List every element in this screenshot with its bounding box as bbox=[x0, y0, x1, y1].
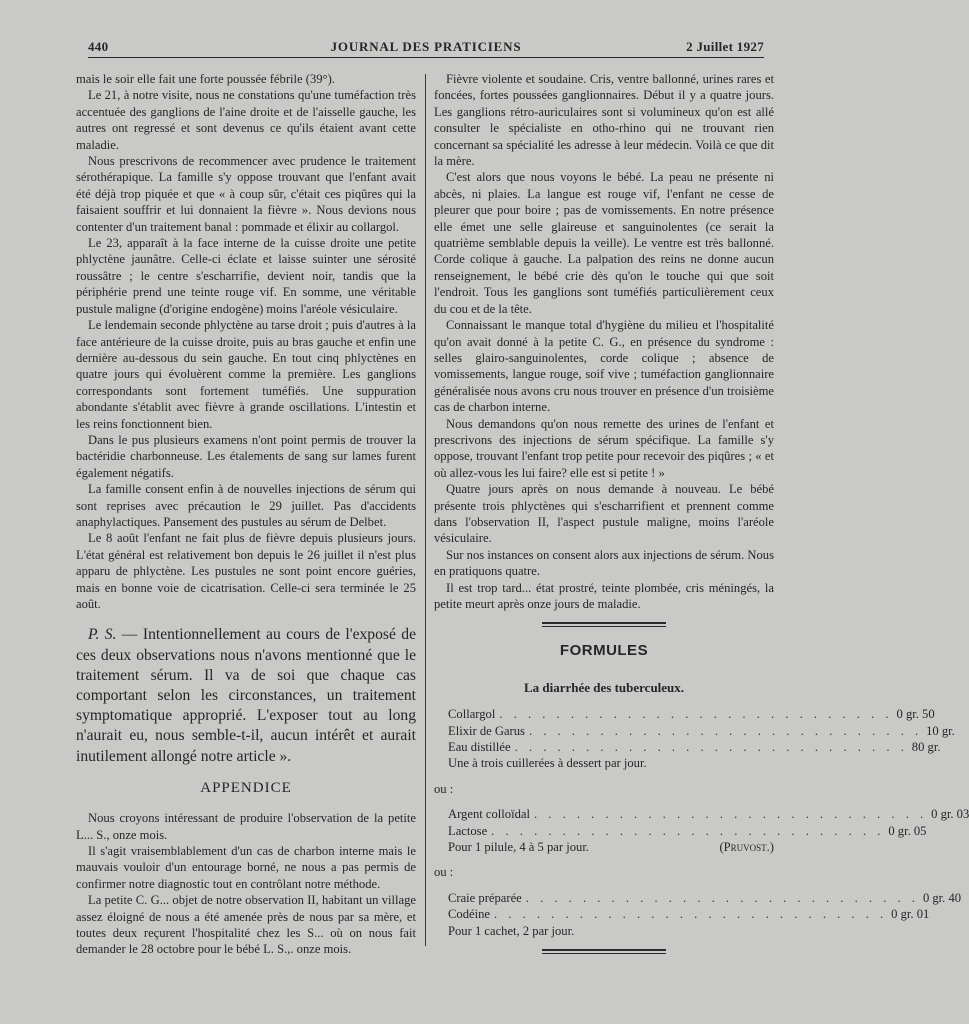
ingredient-name: Lactose bbox=[448, 823, 488, 838]
paragraph: Quatre jours après on nous demande à nouveau. Le bébé présente trois phlyctènes qui s'escharrifient et prennent comme dans l'observation II, l'aspect pustule maligne, moins l'aréole vésiculaire. bbox=[434, 482, 774, 546]
appendix-heading: APPENDICE bbox=[200, 779, 292, 796]
formula-author: (Pruvost.) bbox=[719, 840, 774, 855]
ingredient-qty: 0 gr. 01 bbox=[891, 907, 930, 922]
paragraph: Sur nos instances on consent alors aux injections de sérum. Nous en pratiquons quatre. bbox=[434, 547, 774, 579]
paragraph: Le lendemain seconde phlyctène au tarse droit ; puis d'autres à la face antérieure de la cuisse droite, puis au bras gauche et enfin une dernière au-dessous du sein gauche. En tout cinq phlyctènes en quatre jours qui évoluèrent comme la première. Les ganglions correspondants sont fortement tuméfiés. Une suppuration abondante s'établit avec fièvre à grande oscillations. L'intestin et les reins fonctionnent bien. bbox=[76, 318, 416, 431]
ingredient-name: Codéine bbox=[448, 907, 490, 922]
leader-dots: . . . . . . . . . . . . . . . . . . . . . . . . . . . . bbox=[499, 707, 893, 722]
formula-row bbox=[434, 739, 941, 755]
postscript-text: — Intentionnellement au cours de l'exposé de ces deux observations nous n'avons mentionné que le traitement sérum. Il va de soi que chaque cas comportant selon les circonstances, un traitement symptomatique approprié. L'exposer tout au long n'aurait eu, nous semble-t-il, aucun intérêt et aurait inutilement allongé notre article ». bbox=[76, 626, 416, 765]
formula-instruction: Une à trois cuillerées à dessert par jour. bbox=[448, 756, 647, 771]
leader-dots: . . . . . . . . . . . . . . . . . . . . . . . . . . . . bbox=[514, 740, 908, 755]
formula-title: La diarrhée des tuberculeux. bbox=[523, 679, 685, 695]
paragraph: Nous croyons intéressant de produire l'observation de la petite L... S., onze mois. bbox=[76, 811, 416, 842]
ingredient-name: Elixir de Garus bbox=[448, 723, 525, 738]
ingredient-name: Craie préparée bbox=[448, 890, 522, 905]
paragraph: Le 23, apparaît à la face interne de la cuisse droite une petite phlyctène jaunâtre. Celle-ci éclate et laisse suinter une sérosité roussâtre ; le centre s'escharrifie, devient noir, tandis que la périphérie prend une teinte rouge vif. En somme, une véritable pustule maligne (d'origine endogène) moins l'aréole vésiculaire. bbox=[76, 236, 416, 316]
paragraph: Nous prescrivons de recommencer avec prudence le traitement sérothérapique. La famille s'y oppose trouvant que l'enfant avait été déjà trop piquée et que « à coup sûr, c'était ces piqûres qui la faisaient souffrir et lui donnaient la fièvre ». Nous devions nous contenter d'un traitement banal : pommade et élixir au collargol. bbox=[76, 154, 416, 234]
paragraph: La famille consent enfin à de nouvelles injections de sérum qui sont reprises avec précaution le 29 juillet. Pas d'accidents anaphylactiques. Pansement des pustules au sérum de Delbet. bbox=[76, 482, 416, 529]
paragraph: Le 21, à notre visite, nous ne constations qu'une tuméfaction très accentuée des ganglions de l'aine droite et de l'aisselle gauche, les autres ont regressé et sont devenus ce qu'ils étaient avant cette maladie. bbox=[76, 88, 416, 152]
formula-row bbox=[434, 706, 935, 722]
right-column bbox=[434, 71, 969, 964]
or-separator: ou : bbox=[434, 865, 454, 880]
column-divider bbox=[425, 74, 426, 946]
paragraph: Fièvre violente et soudaine. Cris, ventre ballonné, urines rares et foncées, fortes poussées ganglionnaires. Début il y a quatre jours. Les ganglions rétro-auriculaires sont si volumineux qu'on est allé consulter le spécialiste en otho-rhino qui ne trouvant rien concernant sa spécialité les adresse à leur médecin. Voilà ce que dit la mère. bbox=[434, 72, 774, 169]
formula-instruction-row bbox=[434, 839, 774, 855]
formula-row bbox=[434, 723, 955, 739]
ingredient-name: Eau distillée bbox=[448, 740, 511, 755]
paragraph: mais le soir elle fait une forte poussée fébrile (39°). bbox=[76, 72, 335, 86]
paragraph: Il s'agit vraisemblablement d'un cas de charbon interne mais le mauvais vouloir d'un entourage borné, ne nous a pas permis de confirmer notre diagnostic tout en contrôlant notre méthode. bbox=[76, 844, 416, 891]
formula-group bbox=[434, 806, 969, 855]
ingredient-qty: 0 gr. 40 bbox=[922, 890, 962, 905]
formules-heading: FORMULES bbox=[559, 642, 649, 660]
formula-row bbox=[434, 906, 930, 922]
paragraph: Le 8 août l'enfant ne fait plus de fièvre depuis plusieurs jours. L'état général est relativement bon depuis le 26 juillet il n'est plus apparu de phlyctène. Les pustules ne sont point encore guéries, mais en bonne voie de cicatrisation. Celle-ci sera terminée le 25 août. bbox=[76, 531, 416, 611]
formula-instruction: Pour 1 pilule, 4 à 5 par jour. bbox=[448, 840, 589, 855]
leader-dots: . . . . . . . . . . . . . . . . . . . . . . . . . . . . bbox=[533, 807, 928, 822]
page-number: 440 bbox=[88, 39, 109, 54]
paragraph: Il est trop tard... état prostré, teinte plombée, cris méningés, la petite meurt après onze jours de maladie. bbox=[434, 580, 774, 611]
ingredient-qty: 0 gr. 03 bbox=[931, 807, 969, 822]
formula-instruction: Pour 1 cachet, 2 par jour. bbox=[448, 923, 575, 938]
leader-dots: . . . . . . . . . . . . . . . . . . . . . . . . . . . . bbox=[528, 723, 923, 738]
leader-dots: . . . . . . . . . . . . . . . . . . . . . . . . . . . . bbox=[493, 907, 888, 922]
ingredient-name: Argent colloïdal bbox=[448, 807, 530, 822]
ingredient-qty: 10 gr. bbox=[926, 723, 955, 738]
paragraph: La petite C. G... objet de notre observation II, habitant un village assez éloigné de nous a été amenée près de nous par sa mère, et toutes deux reçurent l'hospitalité chez les S... où on nous fait demander le 28 octobre pour le bébé L. S.,. onze mois. bbox=[76, 893, 416, 957]
formula-group bbox=[434, 706, 955, 772]
paragraph: Dans le pus plusieurs examens n'ont point permis de trouver la bactéridie charbonneuse. Les étalements de sang sur lames furent également négatifs. bbox=[76, 432, 416, 480]
section-rule bbox=[542, 622, 666, 627]
left-column bbox=[76, 71, 416, 958]
leader-dots: . . . . . . . . . . . . . . . . . . . . . . . . . . . . bbox=[525, 890, 919, 905]
postscript bbox=[76, 625, 416, 766]
formula-row bbox=[434, 823, 927, 839]
formula-group bbox=[434, 890, 962, 939]
postscript-label: P. S. bbox=[88, 626, 117, 644]
paragraph: Nous demandons qu'on nous remette des urines de l'enfant et prescrivons des injections de sérum spécifique. La famille s'y oppose, trouvant l'enfant trop petite pour recevoir des piqûres ; « et où allez-vous les lui faire? elle est si petite ! » bbox=[434, 416, 774, 480]
ingredient-qty: 0 gr. 05 bbox=[888, 823, 927, 838]
ingredient-qty: 80 gr. bbox=[911, 740, 941, 755]
running-header bbox=[88, 37, 764, 58]
ingredient-name: Collargol bbox=[448, 707, 496, 722]
or-separator: ou : bbox=[434, 781, 454, 796]
section-rule bbox=[542, 949, 666, 954]
leader-dots: . . . . . . . . . . . . . . . . . . . . . . . . . . . . bbox=[491, 823, 885, 838]
ingredient-qty: 0 gr. 50 bbox=[896, 707, 935, 722]
paragraph: C'est alors que nous voyons le bébé. La peau ne présente ni abcès, ni plaies. La langue est rouge vif, l'enfant ne cesse de pleurer que pour boire ; pas de vomissements. En notre présence elle émet une selle glaireuse et sanguinolentes (ce serait la quatrième semblable depuis la veille). Le ventre est très ballonné. Corde colique à gauche. La palpation des reins ne donne aucun renseignement, le bébé crie dès qu'on le touche qui que soit l'endroit. Tous les ganglions sont tuméfiés particulièrement ceux du cou et de la tête. bbox=[434, 170, 774, 316]
journal-title: JOURNAL DES PRATICIENS bbox=[330, 39, 522, 54]
paragraph: Connaissant le manque total d'hygiène du milieu et l'hospitalité qu'on avait donné à la petite C. G., en présence du syndrome : selles glairo-sanguinolentes, corde colique ; absence de vomissements, langue rouge, soif vive ; tuméfaction ganglionnaire généralisée nous avons cru nous trouver en présence d'un troisième cas de charbon interne. bbox=[434, 318, 774, 415]
formula-row bbox=[434, 890, 962, 906]
formula-row bbox=[434, 806, 969, 822]
issue-date: 2 Juillet 1927 bbox=[686, 39, 764, 54]
